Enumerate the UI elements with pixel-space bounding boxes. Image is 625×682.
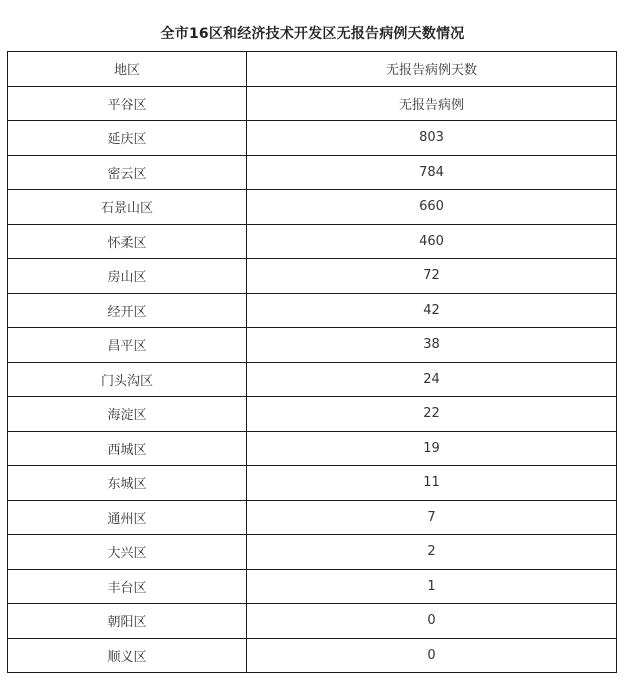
- district-cell: 门头沟区: [8, 362, 247, 397]
- days-cell: 0: [247, 604, 617, 639]
- district-cell: 东城区: [8, 466, 247, 501]
- days-cell: 784: [247, 155, 617, 190]
- days-cell: 2: [247, 535, 617, 570]
- district-cell: 朝阳区: [8, 604, 247, 639]
- district-cell: 平谷区: [8, 86, 247, 121]
- district-cell: 海淀区: [8, 397, 247, 432]
- table-row: [8, 638, 617, 673]
- table-row: [8, 259, 617, 294]
- district-cell: 密云区: [8, 155, 247, 190]
- table-row: [8, 155, 617, 190]
- district-cell: 丰台区: [8, 569, 247, 604]
- table-row: [8, 569, 617, 604]
- table-row: [8, 224, 617, 259]
- district-cell: 延庆区: [8, 121, 247, 156]
- table-row: [8, 362, 617, 397]
- table-row: [8, 604, 617, 639]
- days-cell: 803: [247, 121, 617, 156]
- district-cell: 昌平区: [8, 328, 247, 363]
- days-cell: 460: [247, 224, 617, 259]
- table-header-row: [8, 52, 617, 87]
- table-row: [8, 86, 617, 121]
- header-district: 地区: [8, 52, 247, 87]
- district-cell: 怀柔区: [8, 224, 247, 259]
- days-cell: 660: [247, 190, 617, 225]
- days-cell: 24: [247, 362, 617, 397]
- table-row: [8, 190, 617, 225]
- days-cell: 7: [247, 500, 617, 535]
- header-no-case-days: 无报告病例天数: [247, 52, 617, 87]
- table-row: [8, 397, 617, 432]
- no-case-days-table: [7, 51, 617, 673]
- table-row: [8, 328, 617, 363]
- days-cell: 1: [247, 569, 617, 604]
- district-cell: 石景山区: [8, 190, 247, 225]
- district-cell: 经开区: [8, 293, 247, 328]
- days-cell: 0: [247, 638, 617, 673]
- district-cell: 顺义区: [8, 638, 247, 673]
- days-cell: 42: [247, 293, 617, 328]
- table-row: [8, 500, 617, 535]
- days-cell: 11: [247, 466, 617, 501]
- days-cell: 22: [247, 397, 617, 432]
- table-row: [8, 293, 617, 328]
- days-cell: 19: [247, 431, 617, 466]
- table-row: [8, 535, 617, 570]
- district-cell: 房山区: [8, 259, 247, 294]
- district-cell: 西城区: [8, 431, 247, 466]
- district-cell: 大兴区: [8, 535, 247, 570]
- table-title: 全市16区和经济技术开发区无报告病例天数情况: [160, 26, 465, 42]
- days-cell: 无报告病例: [247, 86, 617, 121]
- days-cell: 72: [247, 259, 617, 294]
- district-cell: 通州区: [8, 500, 247, 535]
- table-row: [8, 431, 617, 466]
- table-row: [8, 121, 617, 156]
- days-cell: 38: [247, 328, 617, 363]
- table-row: [8, 466, 617, 501]
